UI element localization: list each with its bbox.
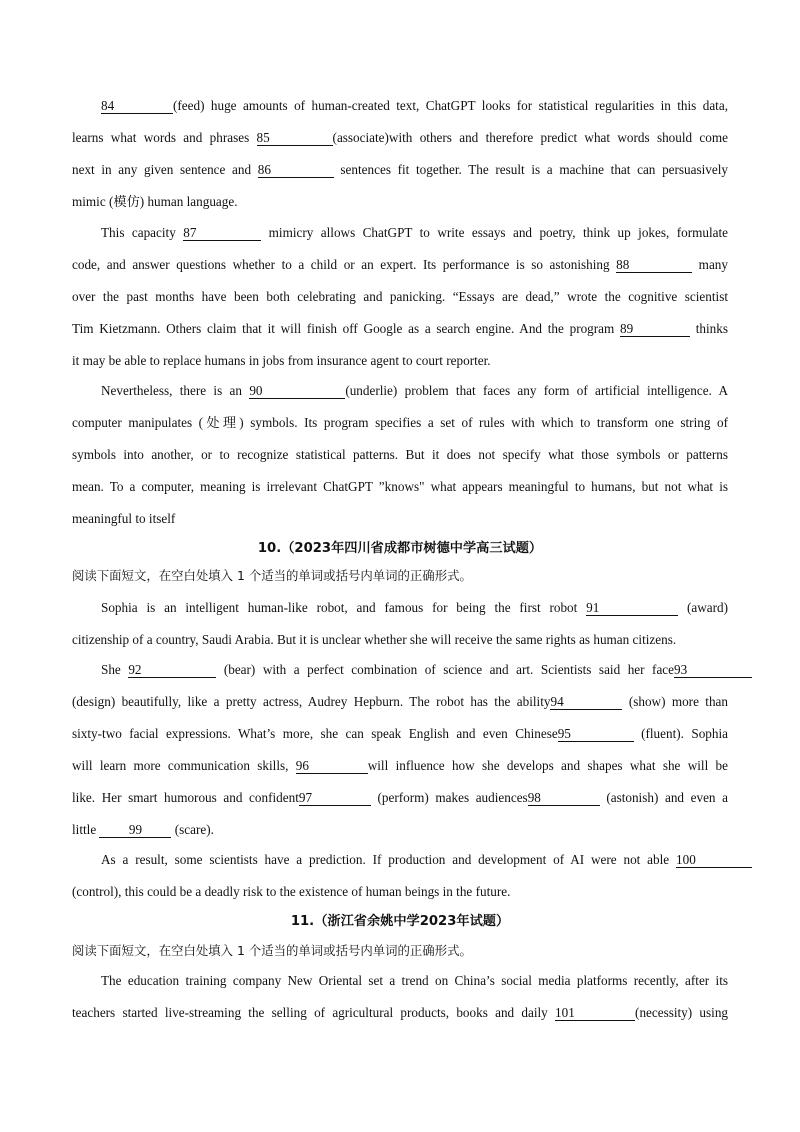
text-line: little 99 (scare). bbox=[72, 822, 214, 837]
answer-blank-100: 100 bbox=[676, 852, 752, 868]
text-line: sixty-two facial expressions. What’s more, she can speak English and even Chinese95 (fluent). Sophia bbox=[72, 726, 728, 741]
text-line: (design) beautifully, like a pretty actress, Audrey Hepburn. The robot has the ability94 (show) more than bbox=[72, 694, 728, 709]
answer-blank-91: 91 bbox=[586, 600, 678, 616]
text-line: learns what words and phrases 85 (associate)with others and therefore predict what words should come bbox=[72, 130, 728, 145]
answer-blank-96: 96 bbox=[296, 758, 368, 774]
text-line: it may be able to replace humans in jobs from insurance agent to court reporter. bbox=[72, 353, 491, 368]
text-line: code, and answer questions whether to a child or an expert. Its performance is so astonishing 88 many bbox=[72, 257, 728, 272]
answer-blank-98: 98 bbox=[528, 790, 600, 806]
text-line: like. Her smart humorous and confident97 (perform) makes audiences98 (astonish) and even a bbox=[72, 790, 728, 805]
text-line: This capacity 87 mimicry allows ChatGPT to write essays and poetry, think up jokes, formulate bbox=[101, 225, 728, 240]
text-line: Tim Kietzmann. Others claim that it will finish off Google as a search engine. And the program 89 thinks bbox=[72, 321, 728, 336]
instruction: 阅读下面短文，在空白处填入 1 个适当的单词或括号内单词的正确形式。 bbox=[72, 568, 472, 583]
answer-blank-86: 86 bbox=[258, 162, 334, 178]
answer-blank-89: 89 bbox=[620, 321, 690, 337]
text-line: Nevertheless, there is an 90 (underlie) problem that faces any form of artificial intelligence. A bbox=[101, 383, 728, 398]
answer-blank-101: 101 bbox=[555, 1005, 635, 1021]
text-line: Sophia is an intelligent human-like robot, and famous for being the first robot 91 (award) bbox=[101, 600, 728, 615]
answer-blank-85: 85 bbox=[257, 130, 333, 146]
answer-blank-99: 99 bbox=[99, 822, 171, 838]
answer-blank-90: 90 bbox=[249, 383, 345, 399]
text-line: teachers started live-streaming the selling of agricultural products, books and daily 101 (necessity) using bbox=[72, 1005, 728, 1020]
text-line: over the past months have been both celebrating and panicking. “Essays are dead,” wrote the cognitive scientist bbox=[72, 289, 728, 304]
answer-blank-94: 94 bbox=[550, 694, 622, 710]
text-line: meaningful to itself bbox=[72, 511, 176, 526]
answer-blank-87: 87 bbox=[183, 225, 261, 241]
section-title: 11.（浙江省余姚中学2023年试题） bbox=[290, 914, 510, 929]
section-title: 10.（2023年四川省成都市树德中学高三试题） bbox=[257, 541, 543, 556]
text-line: citizenship of a country, Saudi Arabia. But it is unclear whether she will receive the same rights as human citizens. bbox=[72, 632, 677, 647]
answer-blank-97: 97 bbox=[299, 790, 371, 806]
text-line: The education training company New Oriental set a trend on China’s social media platforms recently, after its bbox=[101, 973, 728, 988]
text-line: computer manipulates (处理) symbols. Its program specifies a set of rules with which to transform one string of bbox=[72, 415, 728, 430]
text-line: symbols into another, or to recognize statistical patterns. But it does not specify what those symbols or patterns bbox=[72, 447, 728, 462]
text-line: She 92 (bear) with a perfect combination of science and art. Scientists said her face93 bbox=[101, 660, 752, 680]
answer-blank-93: 93 bbox=[674, 662, 752, 678]
text-line: mean. To a computer, meaning is irrelevant ChatGPT ”knows" what appears meaningful to humans, but not what is bbox=[72, 479, 728, 494]
text-line: 84 (feed) huge amounts of human-created text, ChatGPT looks for statistical regularities in this data, bbox=[101, 98, 728, 113]
text-line: next in any given sentence and 86 sentences fit together. The result is a machine that can persuasively bbox=[72, 162, 728, 177]
text-line: (control), this could be a deadly risk to the existence of human beings in the future. bbox=[72, 884, 511, 899]
text-line: mimic (模仿) human language. bbox=[72, 194, 238, 209]
instruction: 阅读下面短文，在空白处填入 1 个适当的单词或括号内单词的正确形式。 bbox=[72, 943, 472, 958]
answer-blank-92: 92 bbox=[128, 662, 216, 678]
answer-blank-84: 84 bbox=[101, 98, 173, 114]
text-line: As a result, some scientists have a prediction. If production and development of AI were not able 100 bbox=[101, 850, 752, 870]
answer-blank-88: 88 bbox=[616, 257, 692, 273]
answer-blank-95: 95 bbox=[558, 726, 634, 742]
text-line: will learn more communication skills, 96 will influence how she develops and shapes what she will be bbox=[72, 758, 728, 773]
